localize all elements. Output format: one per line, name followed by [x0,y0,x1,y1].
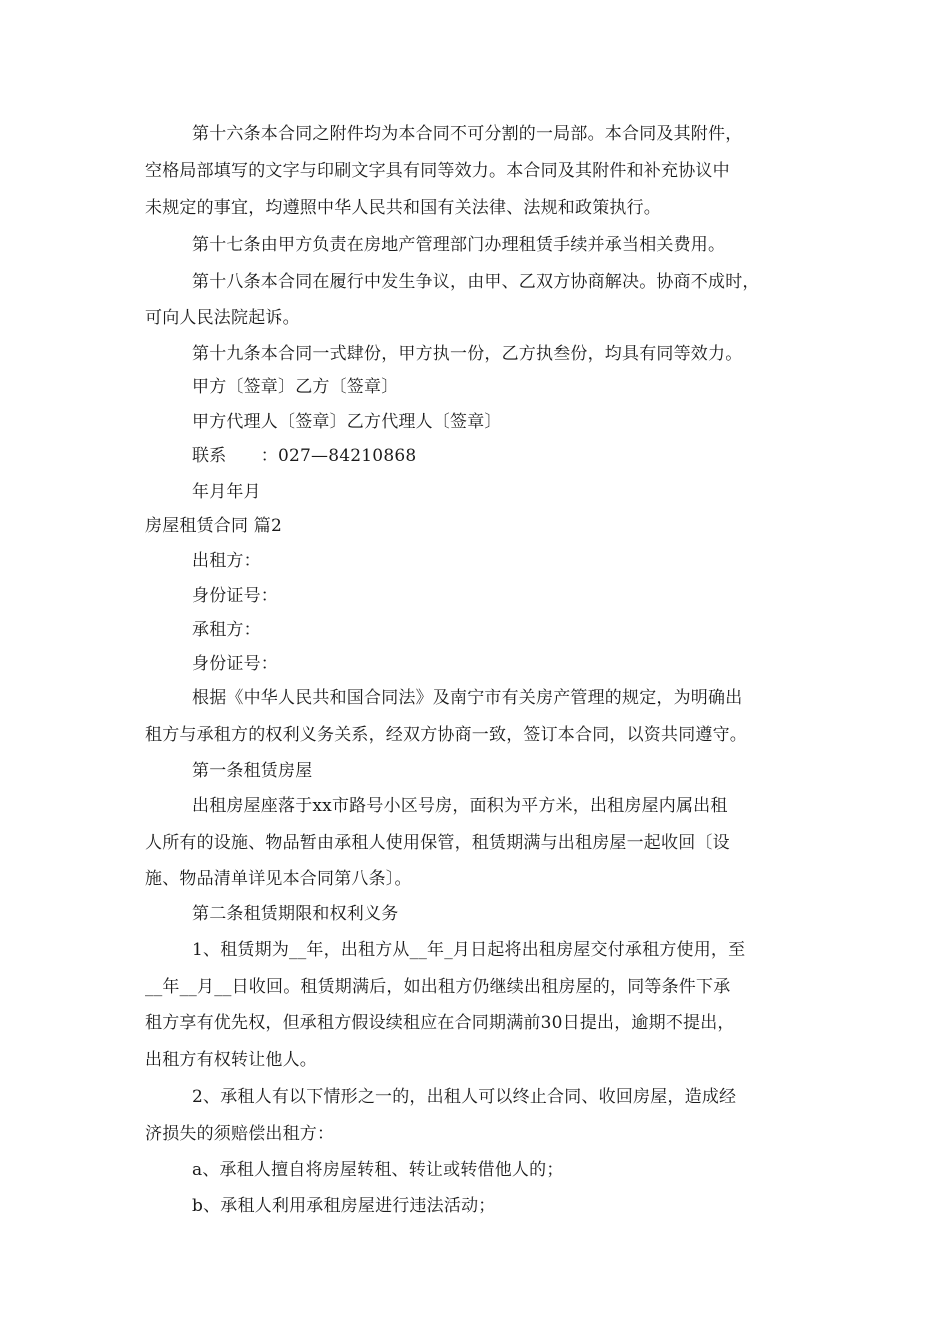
paragraph-line: 1、租赁期为__年，出租方从__年_月日起将出租房屋交付承租方使用，至 [192,940,746,960]
id-number-label: 身份证号： [192,586,278,606]
date-line: 年月年月 [192,482,261,502]
article-heading: 第二条租赁期限和权利义务 [192,904,399,924]
paragraph-line: 第十八条本合同在履行中发生争议，由甲、乙双方协商解决。协商不成时， [192,272,760,292]
list-item: b、承租人利用承租房屋进行违法活动； [192,1196,496,1216]
paragraph-line: 第十七条由甲方负责在房地产管理部门办理租赁手续并承当相关费用。 [192,235,726,255]
paragraph-line: 人所有的设施、物品暂由承租人使用保管，租赁期满与出租房屋一起收回〔设 [145,833,730,853]
paragraph-line: 租方与承租方的权利义务关系，经双方协商一致，签订本合同，以资共同遵守。 [145,725,747,745]
paragraph-line: 2、承租人有以下情形之一的，出租人可以终止合同、收回房屋，造成经 [192,1087,737,1107]
signature-line: 甲方〔签章〕乙方〔签章〕 [192,377,399,397]
article-heading: 第一条租赁房屋 [192,761,313,781]
contact-line: 联系 ：027—84210868 [192,446,417,466]
paragraph-line: 根据《中华人民共和国合同法》及南宁市有关房产管理的规定，为明确出 [192,688,743,708]
paragraph-line: 第十九条本合同一式肆份，甲方执一份，乙方执叁份，均具有同等效力。 [192,344,743,364]
paragraph-line: 可向人民法院起诉。 [145,308,300,328]
paragraph-line: 济损失的须赔偿出租方： [145,1124,335,1144]
paragraph-line: __年__月__日收回。租赁期满后，如出租方仍继续出租房屋的，同等条件下承 [145,977,731,997]
paragraph-line: 施、物品清单详见本合同第八条〕。 [145,869,412,889]
paragraph-line: 第十六条本合同之附件均为本合同不可分割的一局部。本合同及其附件， [192,124,743,144]
list-item: a、承租人擅自将房屋转租、转让或转借他人的； [192,1160,564,1180]
lessor-label: 出租方： [192,551,261,571]
paragraph-line: 出租方有权转让他人。 [145,1050,317,1070]
id-number-label: 身份证号： [192,654,278,674]
agent-signature-line: 甲方代理人〔签章〕乙方代理人〔签章〕 [192,412,502,432]
paragraph-line: 出租房屋座落于xx市路号小区号房，面积为平方米，出租房屋内属出租 [192,796,728,816]
section-title: 房屋租赁合同 篇2 [145,516,283,536]
paragraph-line: 空格局部填写的文字与印刷文字具有同等效力。本合同及其附件和补充协议中 [145,161,730,181]
lessee-label: 承租方： [192,620,261,640]
paragraph-line: 租方享有优先权，但承租方假设续租应在合同期满前30日提出，逾期不提出， [145,1013,735,1033]
paragraph-line: 未规定的事宜，均遵照中华人民共和国有关法律、法规和政策执行。 [145,198,661,218]
